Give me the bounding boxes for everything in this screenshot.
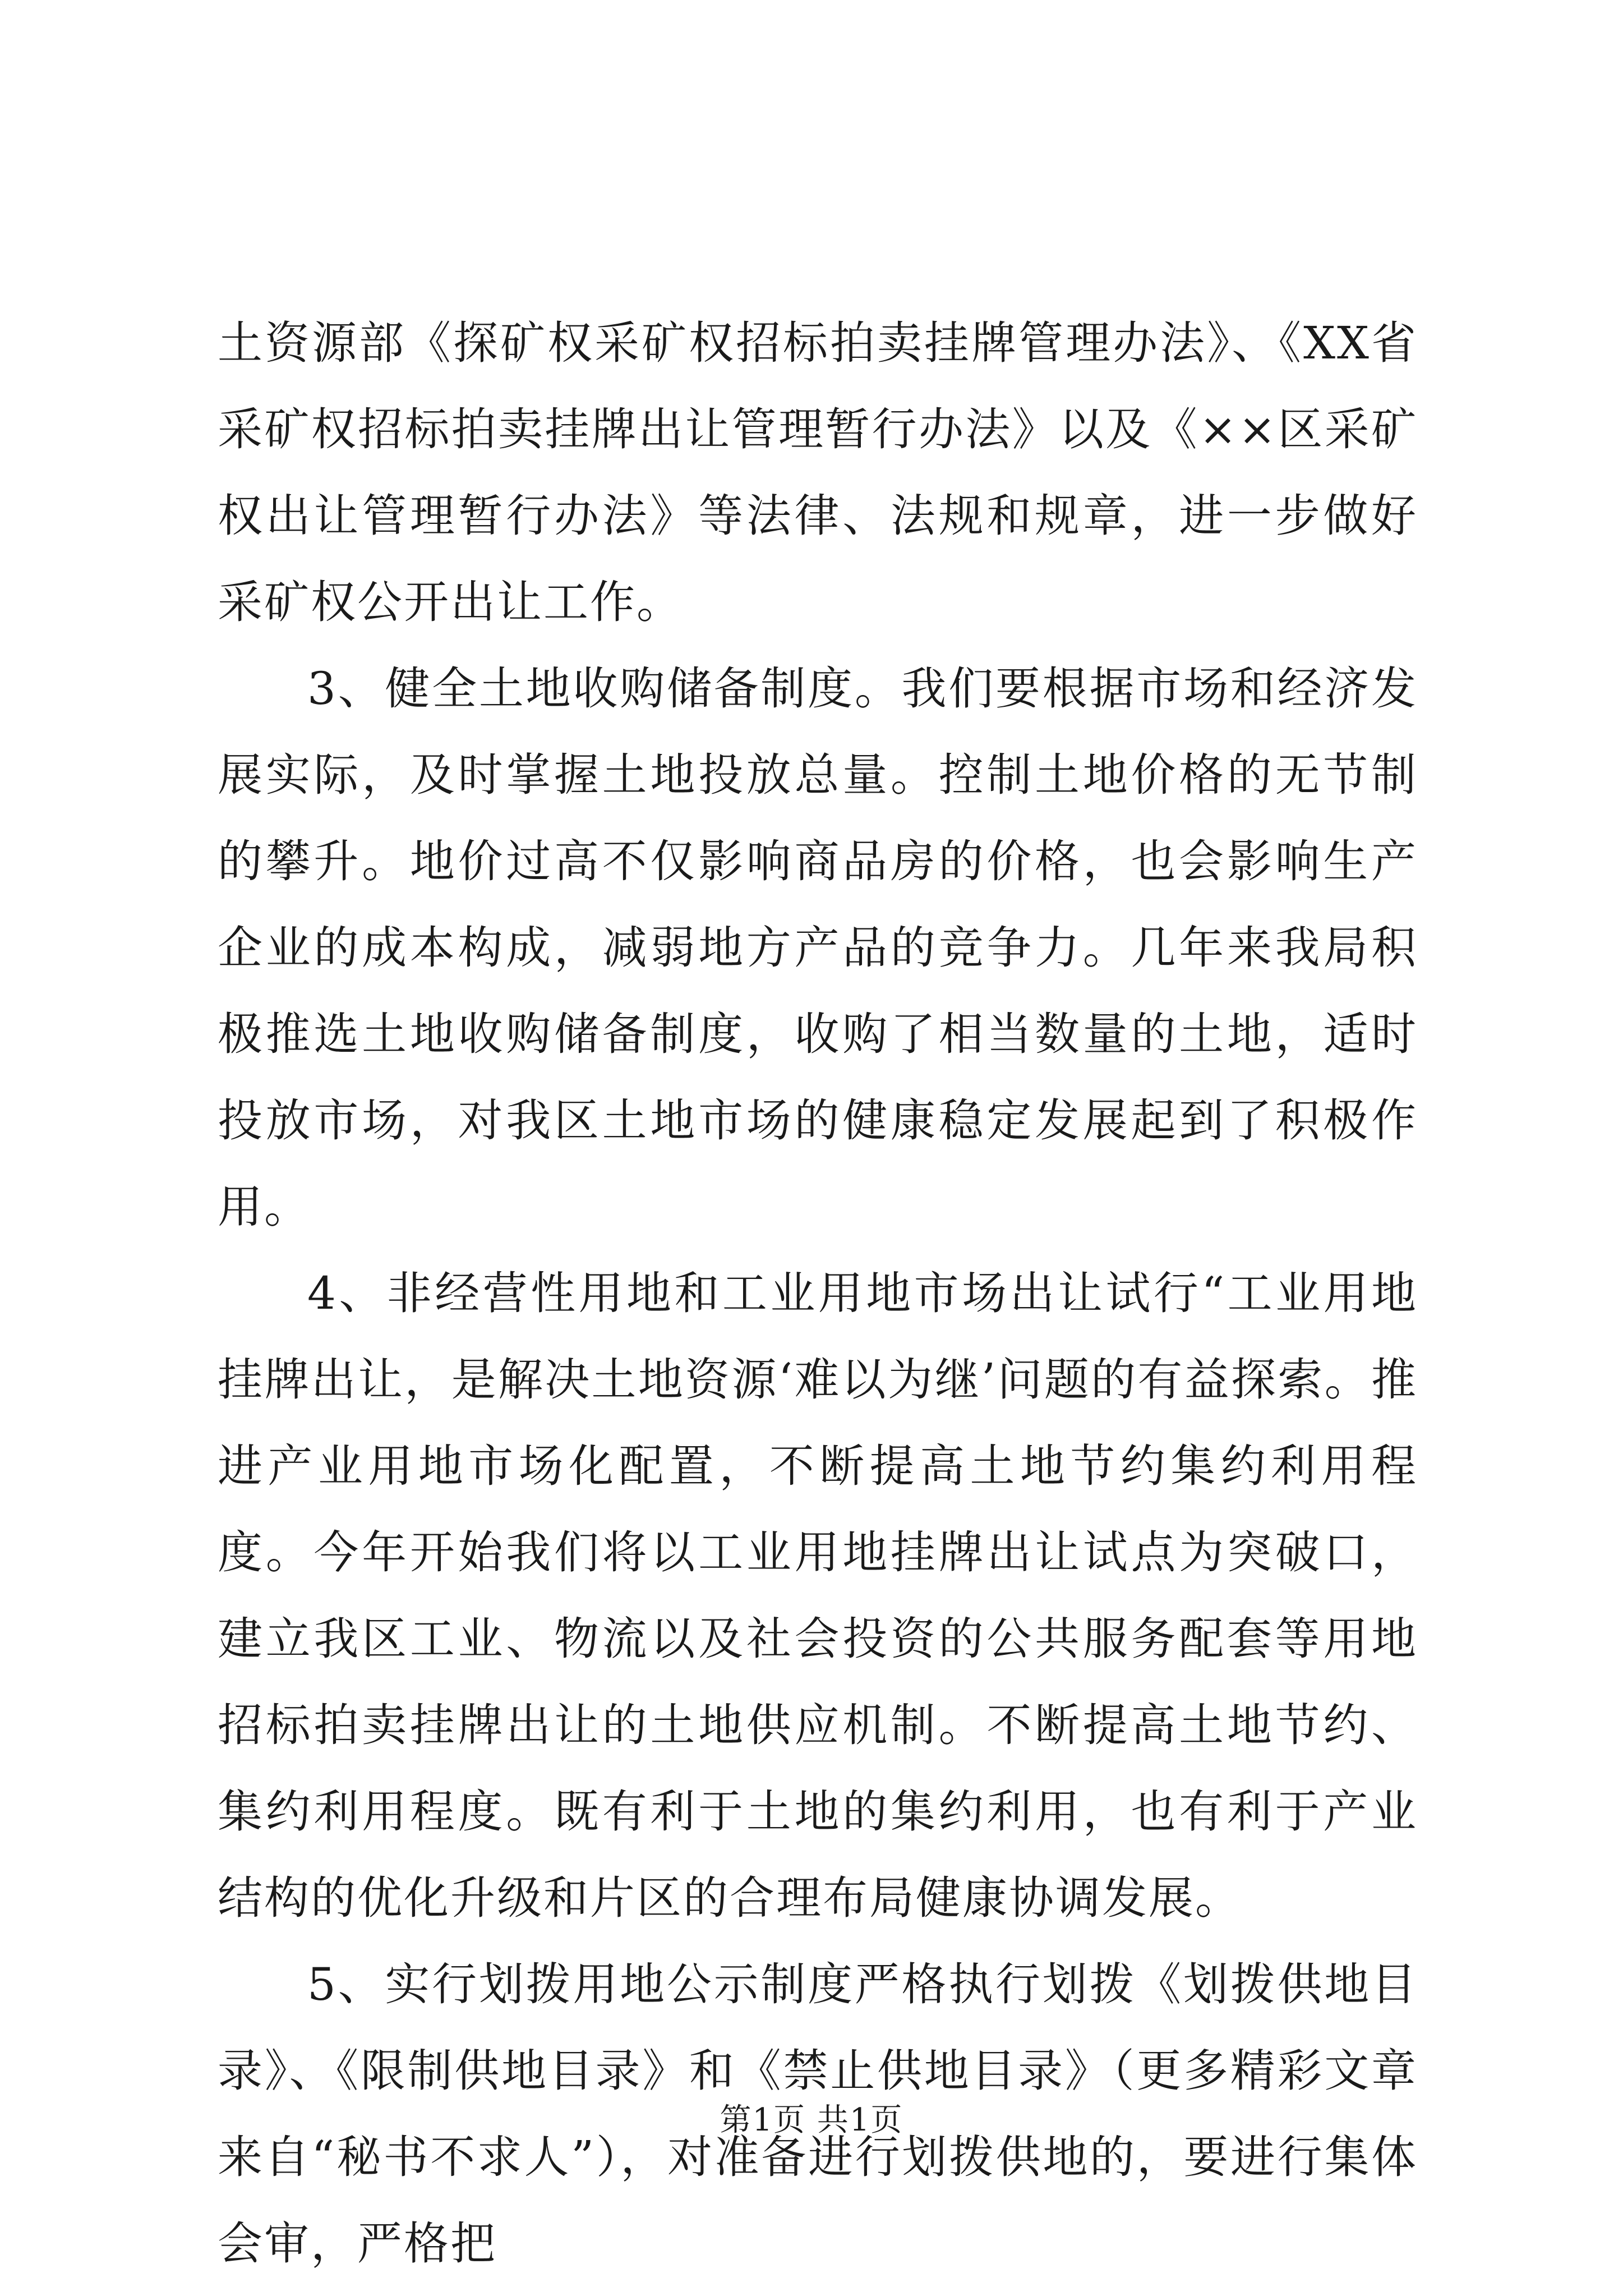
page-footer: 第1页 共1页 [720,2102,903,2138]
paragraph-continuation: 土资源部《探矿权采矿权招标拍卖挂牌管理办法》、《XX省采矿权招标拍卖挂牌出让管理暂行办法》以及《××区采矿权出让管理暂行办法》等法律、法规和规章，进一步做好采矿权公开出让工作。 [218,317,1418,628]
paragraph-item-4: 4、非经营性用地和工业用地市场出让试行“工业用地挂牌出让，是解决土地资源‘难以为继’问题的有益探索。推进产业用地市场化配置，不断提高土地节约集约利用程度。今年开始我们将以工业用地挂牌出让试点为突破口，建立我区工业、物流以及社会投资的公共服务配套等用地招标拍卖挂牌出让的土地供应机制。不断提高土地节约、集约利用程度。既有利于土地的集约利用，也有利于产业结构的优化升级和片区的合理布局健康协调发展。 [218,1267,1418,1924]
document-body [218,300,1418,2287]
paragraph-item-5: 5、实行划拨用地公示制度严格执行划拨《划拨供地目录》、《限制供地目录》和《禁止供地目录》（更多精彩文章来自“秘书不求人”），对准备进行划拨供地的，要进行集体会审，严格把 [218,1958,1418,2270]
paragraph-item-3: 3、健全土地收购储备制度。我们要根据市场和经济发展实际，及时掌握土地投放总量。控制土地价格的无节制的攀升。地价过高不仅影响商品房的价格，也会影响生产企业的成本构成，减弱地方产品的竞争力。几年来我局积极推选土地收购储备制度，收购了相当数量的土地，适时投放市场，对我区土地市场的健康稳定发展起到了积极作用。 [218,662,1418,1233]
